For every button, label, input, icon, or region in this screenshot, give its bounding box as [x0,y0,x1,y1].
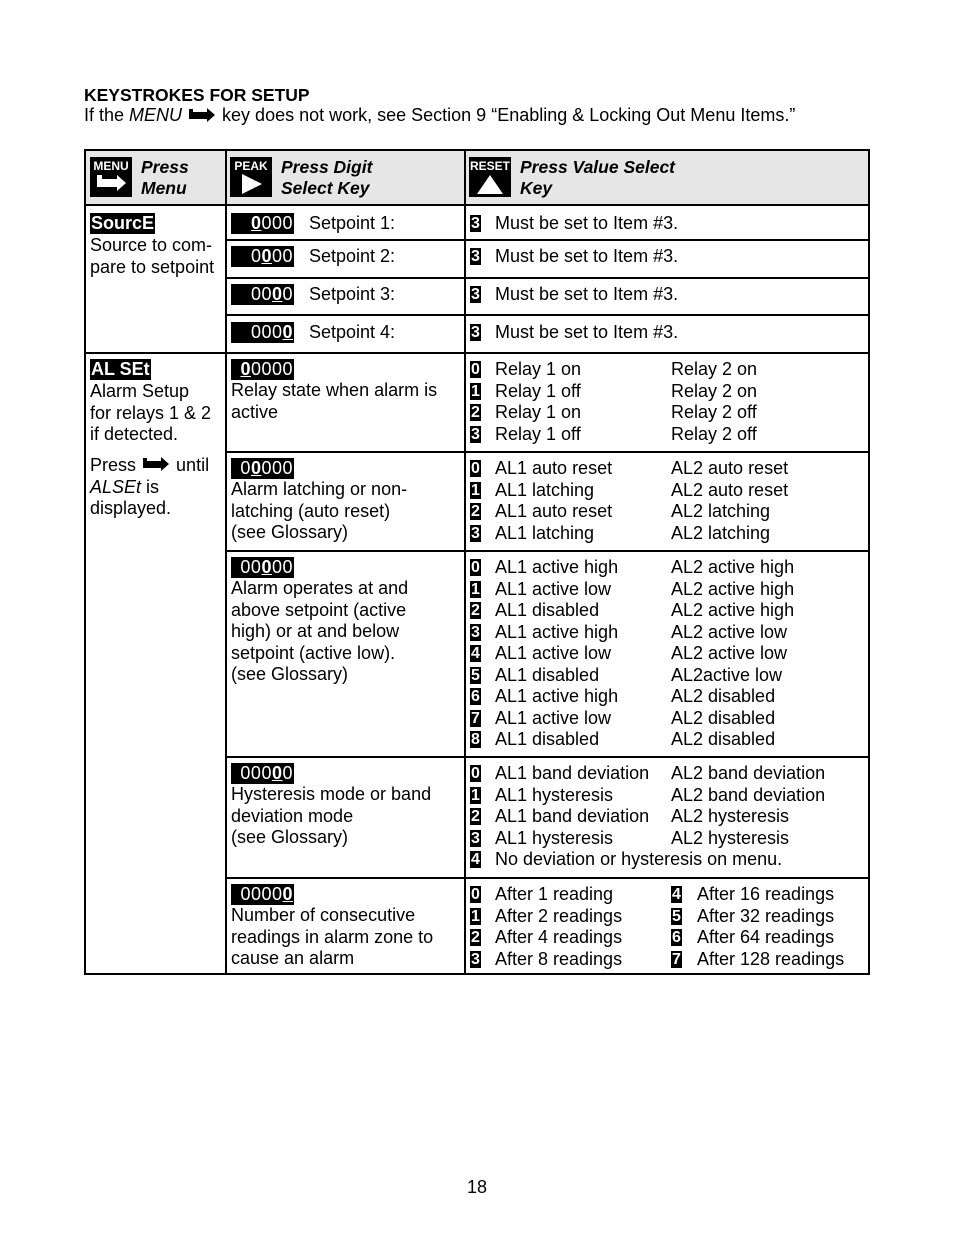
header-press-menu [141,157,189,199]
alset-word: ALSEt [90,477,142,497]
option-alarm1: AL1 hysteresis [495,784,614,805]
value-digit-key: 2 [471,503,480,520]
setpoint-value: Must be set to Item #3. [495,246,679,266]
option-alarm2: AL2 hysteresis [671,806,790,826]
value-digit-key: 3 [471,950,480,968]
option-alarm2: AL2 auto reset [671,479,789,500]
alarm-setting-description: Hysteresis mode or band deviation mode (see Glossary) [231,784,432,847]
value-digit-key: 0 [471,559,480,576]
row-divider [86,352,868,354]
value-digit-key: 3 [471,215,480,232]
row-divider [227,277,868,279]
display-active-digit: 0 [240,359,251,379]
setpoint-display [231,213,294,234]
peak-key-label: PEAK [234,159,268,173]
reset-key [469,157,511,197]
value-digit-key: 4 [471,851,480,868]
row-divider [227,314,868,316]
displayed-word: displayed. [90,498,172,518]
display-digits: 0 [282,284,293,304]
option-readings: After 1 reading [495,884,614,904]
value-digit-key: 6 [672,929,681,946]
value-digit-key: 0 [471,361,480,378]
setpoint-display [231,322,294,343]
source-description: Source to com- pare to setpoint [90,235,215,277]
option-no-deviation: No deviation or hysteresis on menu. [495,849,783,869]
setpoint-label: Setpoint 4: [309,322,396,342]
option-alarm2: AL2 active high [671,600,795,620]
setpoint-label: Setpoint 3: [309,284,396,304]
value-digit-key: 7 [471,709,480,727]
option-alarm2: AL2 band deviation [671,784,826,805]
display-digits: 00 [271,246,293,266]
intro-pre: If the [84,105,130,125]
setpoint-value: Must be set to Item #3. [495,322,679,342]
display-digits: 0 [282,763,293,783]
alarm-setting-description: Number of consecutive readings in alarm zone to cause an alarm [231,905,434,968]
value-digit-key: 4 [471,645,480,662]
option-alarm2: AL2 auto reset [671,458,789,478]
reset-key-label: RESET [469,159,510,173]
section-heading: KEYSTROKES FOR SETUP [84,85,310,105]
intro-text [84,105,795,127]
alarm-setting-description: Alarm operates at and above setpoint (active high) or at and below setpoint (active low). (see Glossary) [231,578,409,684]
setpoint-display [231,246,294,267]
option-alarm1: Relay 1 on [495,359,582,379]
alset-line [90,477,159,499]
value-digit-key: 3 [471,524,480,542]
display-active-digit: 0 [261,557,272,577]
alarm-display [231,557,294,578]
option-alarm1: Relay 1 on [495,402,582,422]
display-active-digit: 0 [250,458,262,478]
display-digits: 000 [261,458,293,478]
display-active-digit: 0 [261,246,272,266]
option-alarm2: Relay 2 off [671,402,757,422]
header-press-value [520,157,675,199]
value-digit-key: 8 [471,731,480,748]
value-digit-key: 6 [471,688,480,705]
header-press-menu-line1: Press [141,157,189,177]
value-digit-key: 1 [471,580,480,598]
setpoint-value: Must be set to Item #3. [495,213,679,233]
option-readings: After 2 readings [495,905,623,926]
value-digit-key: 5 [471,666,480,684]
option-alarm1: AL1 disabled [495,729,600,749]
option-alarm1: Relay 1 off [495,423,581,444]
alarm-setting-description: Relay state when alarm is active [231,380,438,422]
value-digit-key: 3 [471,248,480,265]
option-alarm1: AL1 band deviation [495,806,650,826]
menu-key [90,157,132,197]
option-alarm2: AL2 hysteresis [671,827,790,848]
alarm-setting-description: Alarm latching or non- latching (auto reset) (see Glossary) [231,479,408,542]
alset-menu-display: AL SEt [91,359,150,379]
display-digits: 0000 [240,884,283,904]
option-readings: After 64 readings [697,927,835,947]
value-digit-key: 3 [471,829,480,847]
option-alarm2: AL2 band deviation [671,763,826,783]
row-divider [227,550,868,552]
display-active-digit: 0 [250,213,262,233]
option-alarm2: AL2 latching [671,501,771,521]
header-press-digit-line2: Select Key [281,178,370,198]
option-alarm1: AL1 disabled [495,600,600,620]
alset-description: Alarm Setup for relays 1 & 2 if detected. [90,381,212,444]
option-alarm2: AL2 active high [671,578,795,599]
option-readings: After 4 readings [495,927,623,947]
value-digit-key: 1 [471,382,480,400]
option-readings: After 16 readings [697,884,835,904]
value-digit-key: 0 [471,765,480,782]
value-digit-key: 2 [471,404,480,421]
option-alarm2: AL2 active high [671,557,795,577]
option-alarm1: AL1 latching [495,479,595,500]
option-alarm2: Relay 2 on [671,359,758,379]
alarm-display [231,458,294,479]
up-triangle-icon [472,173,508,195]
value-digit-key: 2 [471,602,480,619]
value-digit-key: 3 [471,425,480,443]
option-alarm1: AL1 latching [495,522,595,543]
option-alarm2: AL2 latching [671,522,771,543]
menu-arrow-icon [93,173,129,193]
option-alarm2: AL2 active low [671,643,788,663]
until-word: until [176,455,210,475]
setpoint-value: Must be set to Item #3. [495,284,679,304]
option-alarm2: AL2 disabled [671,707,776,728]
intro-menu-word: MENU [129,105,183,125]
option-alarm1: AL1 auto reset [495,501,613,521]
display-digits: 00 [240,557,262,577]
display-digits: 0 [250,246,262,266]
display-active-digit: 0 [271,763,283,783]
play-triangle-icon [233,173,269,195]
row-divider [227,877,868,879]
alarm-display [231,359,294,380]
header-press-value-line2: Key [520,178,553,198]
option-alarm1: AL1 active low [495,643,612,663]
value-digit-key: 5 [672,907,681,925]
value-digit-key: 3 [471,286,480,303]
option-alarm1: Relay 1 off [495,380,581,401]
option-alarm2: Relay 2 off [671,423,757,444]
header-press-menu-line2: Menu [141,178,187,198]
intro-post: key does not work, see Section 9 “Enabling & Locking Out Menu Items.” [217,105,796,125]
value-digit-key: 3 [471,324,480,341]
option-alarm1: AL1 active high [495,621,619,642]
press-instruction [90,455,209,477]
row-divider [227,756,868,758]
alarm-display [231,884,294,905]
display-digits: 00 [271,557,293,577]
value-digit-key: 1 [471,786,480,804]
col-divider [225,151,227,973]
alset-post: is [141,477,160,497]
header-press-digit [281,157,372,199]
setpoint-label: Setpoint 2: [309,246,396,266]
option-alarm1: AL1 active low [495,578,612,599]
display-digits: 000 [240,763,272,783]
page-number: 18 [466,1177,488,1197]
display-active-digit: 0 [282,884,293,904]
alarm-display [231,763,294,784]
display-active-digit: 0 [271,284,283,304]
menu-arrow-icon [141,456,171,472]
row-divider [227,239,868,241]
value-digit-key: 4 [672,886,681,903]
display-digits: 000 [250,322,283,342]
press-word: Press [90,455,137,475]
source-menu-display: SourcE [91,213,155,233]
option-alarm1: AL1 hysteresis [495,827,614,848]
option-alarm1: AL1 auto reset [495,458,613,478]
menu-key-label: MENU [93,159,129,173]
option-alarm1: AL1 active high [495,686,619,706]
option-alarm2: AL2active low [671,664,783,685]
setpoint-display [231,284,294,305]
col-divider [464,151,466,973]
value-digit-key: 7 [672,950,681,968]
option-alarm2: AL2 disabled [671,729,776,749]
value-digit-key: 1 [471,907,480,925]
display-digits: 00 [250,284,272,304]
display-digits: 0000 [250,359,293,379]
menu-arrow-icon [187,107,217,123]
option-alarm1: AL1 disabled [495,664,600,685]
option-alarm1: AL1 active low [495,707,612,728]
option-readings: After 128 readings [697,948,845,969]
keystroke-table [84,149,870,975]
value-digit-key: 1 [471,481,480,499]
option-readings: After 32 readings [697,905,835,926]
display-digits: 000 [261,213,293,233]
row-divider [227,451,868,453]
header-press-digit-line1: Press Digit [281,157,373,177]
display-active-digit: 0 [282,322,293,342]
peak-key [230,157,272,197]
option-alarm1: AL1 band deviation [495,763,650,783]
option-readings: After 8 readings [495,948,623,969]
value-digit-key: 0 [471,886,480,903]
option-alarm2: AL2 active low [671,621,788,642]
option-alarm2: AL2 disabled [671,686,776,706]
option-alarm1: AL1 active high [495,557,619,577]
option-alarm2: Relay 2 on [671,380,758,401]
value-digit-key: 0 [471,460,480,477]
setpoint-label: Setpoint 1: [309,213,396,233]
value-digit-key: 2 [471,808,480,825]
value-digit-key: 2 [471,929,480,946]
value-digit-key: 3 [471,623,480,641]
display-digits: 0 [240,458,251,478]
header-press-value-line1: Press Value Select [520,157,676,177]
